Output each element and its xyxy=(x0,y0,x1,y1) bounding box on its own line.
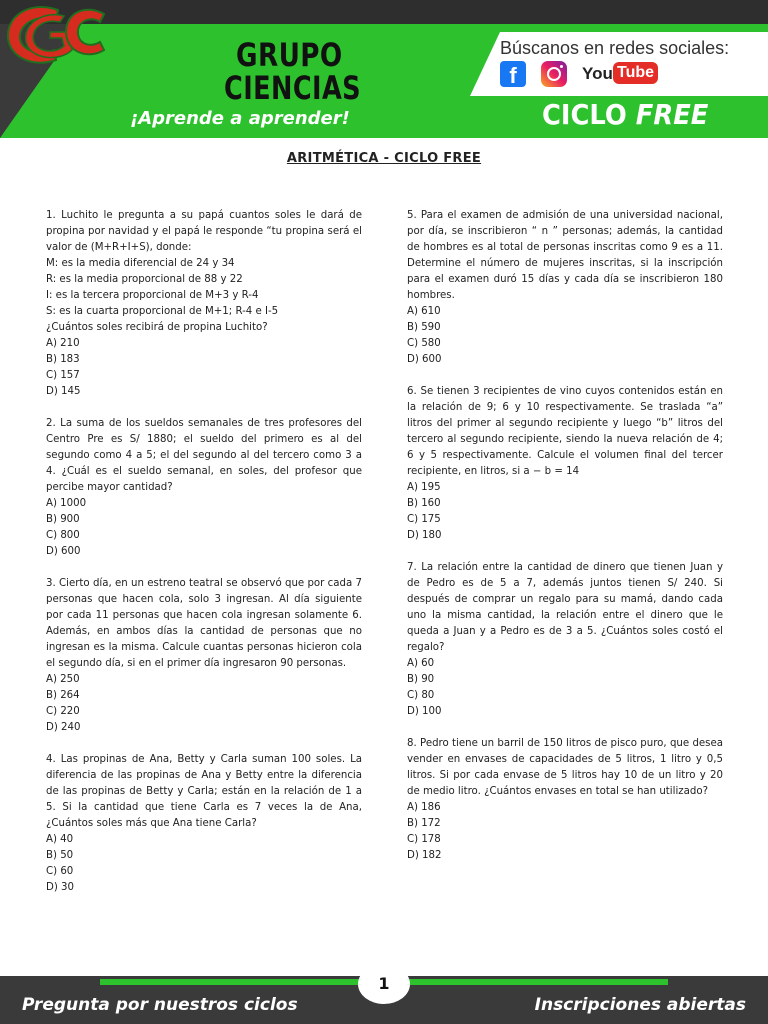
question-stem xyxy=(46,752,362,832)
free-word: FREE xyxy=(635,98,709,131)
page-number: 1 xyxy=(378,974,390,993)
question-text: Luchito le pregunta a su papá cuantos soles le dará de propina por navidad y el papá le responde “tu propina será el valor de (M+R+I+S), donde: xyxy=(46,210,362,253)
question-number: 4. xyxy=(46,754,56,765)
question-stem xyxy=(407,736,723,800)
answer-option: A) 610 xyxy=(407,306,441,317)
answer-option: B) 50 xyxy=(46,850,74,861)
question-7 xyxy=(407,560,723,720)
answer-option: C) 800 xyxy=(46,530,80,541)
question-line: ¿Cuántos soles recibirá de propina Luchito? xyxy=(46,322,268,333)
answer-option: D) 180 xyxy=(407,530,442,541)
question-number: 7. xyxy=(407,562,417,573)
question-text: La relación entre la cantidad de dinero que tienen Juan y de Pedro es de 5 a 7, además juntos tienen S/ 240. Si después de comprar un regalo para su mamá, dando cada uno la misma cantidad, la relación entre el dinero que le queda a Juan y a Pedro es de 3 a 5. ¿Cuántos soles costó el regalo? xyxy=(407,562,723,653)
facebook-icon[interactable]: f xyxy=(500,61,526,87)
answer-option: D) 182 xyxy=(407,850,442,861)
question-stem xyxy=(407,208,723,304)
social-title: Búscanos en redes sociales: xyxy=(500,38,730,58)
question-stem xyxy=(407,560,723,656)
question-line: I: es la tercera proporcional de M+3 y R-4 xyxy=(46,290,259,301)
question-number: 5. xyxy=(407,210,417,221)
ciclo-word: CICLO xyxy=(542,98,627,131)
answer-option: B) 900 xyxy=(46,514,80,525)
answer-option: A) 250 xyxy=(46,674,80,685)
answer-option: D) 100 xyxy=(407,706,442,717)
question-number: 3. xyxy=(46,578,56,589)
question-number: 8. xyxy=(407,738,417,749)
question-stem xyxy=(46,208,362,256)
question-number: 6. xyxy=(407,386,417,397)
question-number: 2. xyxy=(46,418,56,429)
answer-option: C) 157 xyxy=(46,370,80,381)
brand-name-line2: CIENCIAS xyxy=(224,69,361,107)
question-stem xyxy=(46,416,362,496)
answer-option: A) 195 xyxy=(407,482,441,493)
answer-option: B) 183 xyxy=(46,354,80,365)
answer-option: A) 210 xyxy=(46,338,80,349)
answer-option: B) 90 xyxy=(407,674,435,685)
ciclo-free-label xyxy=(542,98,708,131)
youtube-tube: Tube xyxy=(613,62,658,84)
answer-option: C) 580 xyxy=(407,338,441,349)
page-header xyxy=(0,0,768,138)
instagram-icon[interactable] xyxy=(541,61,567,87)
answer-option: D) 600 xyxy=(46,546,81,557)
question-8 xyxy=(407,736,723,864)
question-line: M: es la media diferencial de 24 y 34 xyxy=(46,258,235,269)
question-2 xyxy=(46,416,362,560)
question-text: Pedro tiene un barril de 150 litros de pisco puro, que desea vender en envases de capacidades de 5 litros, 1 litro y 0,5 litros. Si por cada envase de 5 litros hay 10 de un litro y 20 de medio litro. ¿Cuántos envases en total se han utilizado? xyxy=(407,738,723,797)
question-stem xyxy=(46,576,362,672)
youtube-you: You xyxy=(582,64,613,83)
answer-option: C) 80 xyxy=(407,690,435,701)
answer-option: B) 590 xyxy=(407,322,441,333)
answer-option: A) 40 xyxy=(46,834,74,845)
answer-option: B) 160 xyxy=(407,498,441,509)
question-4 xyxy=(46,752,362,896)
question-text: Cierto día, en un estreno teatral se observó que por cada 7 personas que hacen cola, solo 3 ingresan. Al día siguiente por cada 11 personas que hacen cola ingresan solamente 6. Además, en ambos días la cantidad de personas que no ingresan es la misma. Calcule cuantas personas hicieron cola el segundo día, si en el primer día ingresaron 90 personas. xyxy=(46,578,362,669)
answer-option: A) 186 xyxy=(407,802,441,813)
answer-option: B) 264 xyxy=(46,690,80,701)
question-text: Las propinas de Ana, Betty y Carla suman 100 soles. La diferencia de las propinas de Ana y Betty entre la diferencia de las propinas de Betty y Carla; están en la relación de 1 a 5. Si la cantidad que tiene Carla es 7 veces la de Ana, ¿Cuántos soles más que Ana tiene Carla? xyxy=(46,754,362,829)
question-text: La suma de los sueldos semanales de tres profesores del Centro Pre es S/ 1880; el sueldo del primero es al del segundo como 4 a 5; el del segundo al del tercero como 3 a 4. ¿Cuál es el sueldo semanal, en soles, del profesor que percibe mayor cantidad? xyxy=(46,418,362,493)
question-number: 1. xyxy=(46,210,56,221)
question-3 xyxy=(46,576,362,736)
brand-name-line1: GRUPO xyxy=(236,36,343,74)
youtube-icon[interactable] xyxy=(582,61,655,89)
question-line: R: es la media proporcional de 88 y 22 xyxy=(46,274,243,285)
question-6 xyxy=(407,384,723,544)
question-1 xyxy=(46,208,362,400)
answer-option: B) 172 xyxy=(407,818,441,829)
left-column xyxy=(46,208,362,912)
document-title: ARITMÉTICA - CICLO FREE xyxy=(286,151,482,166)
question-text: Para el examen de admisión de una universidad nacional, por día, se inscribieron “ n ” personas; además, la cantidad de hombres es al total de personas inscritas como 9 es a 11. Determine el número de mujeres inscritas, si la inscripción para el examen duró 15 días y cada día se inscribieron 180 hombres. xyxy=(407,210,723,301)
answer-option: D) 145 xyxy=(46,386,81,397)
answer-option: D) 240 xyxy=(46,722,81,733)
question-stem xyxy=(407,384,723,480)
question-text: Se tienen 3 recipientes de vino cuyos contenidos están en la relación de 9; 6 y 10 respectivamente. Se traslada “a” litros del primer al segundo recipiente y luego “b” litros del tercero al segundo recipiente, siendo la nueva relación de 4; 6 y 5 respectivamente. Calcule el volumen final del tercer recipiente, en litros, si a − b = 14 xyxy=(407,386,723,477)
answer-option: A) 1000 xyxy=(46,498,87,509)
footer-left-text: Pregunta por nuestros ciclos xyxy=(22,995,298,1015)
answer-option: C) 220 xyxy=(46,706,80,717)
answer-option: D) 600 xyxy=(407,354,442,365)
right-column xyxy=(407,208,723,880)
question-line: S: es la cuarta proporcional de M+1; R-4 e I-5 xyxy=(46,306,279,317)
footer-right-text: Inscripciones abiertas xyxy=(534,995,746,1015)
answer-option: C) 178 xyxy=(407,834,441,845)
answer-option: D) 30 xyxy=(46,882,75,893)
question-5 xyxy=(407,208,723,368)
grupo-ciencias-logo-icon xyxy=(0,0,110,72)
answer-option: C) 60 xyxy=(46,866,74,877)
slogan: ¡Aprende a aprender! xyxy=(130,108,350,129)
answer-option: A) 60 xyxy=(407,658,435,669)
answer-option: C) 175 xyxy=(407,514,441,525)
